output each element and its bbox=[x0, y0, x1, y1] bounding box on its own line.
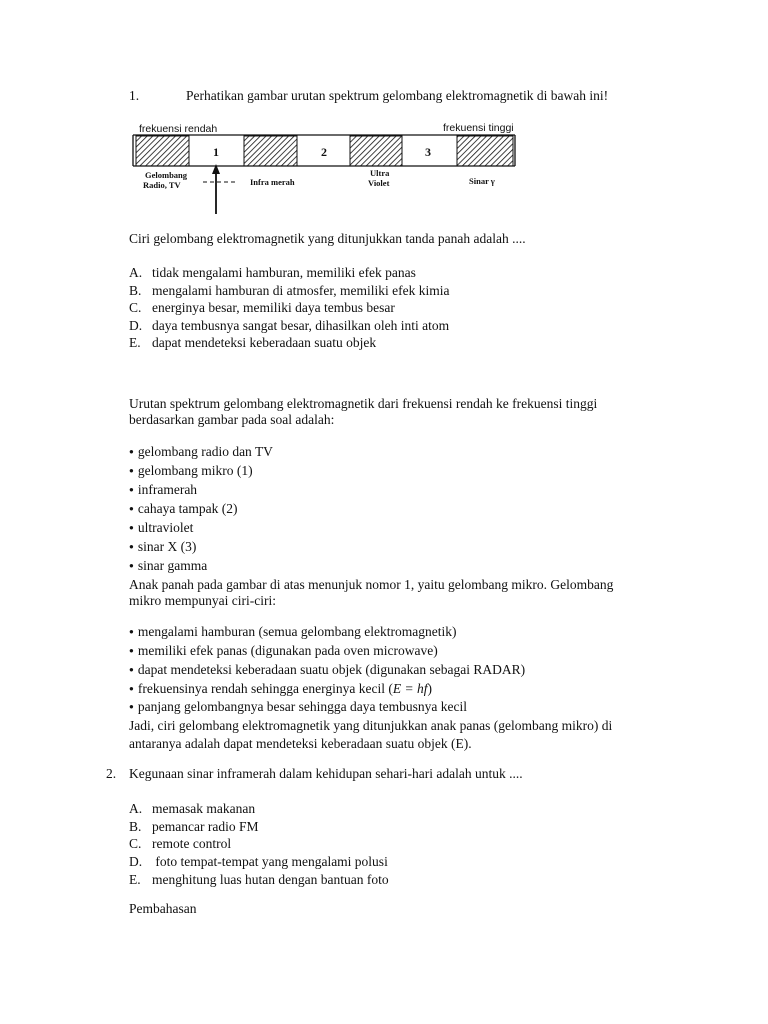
question-prompt: Ciri gelombang elektromagnetik yang ditunjukkan tanda panah adalah .... bbox=[129, 231, 526, 246]
trait-frequency-close: ) bbox=[427, 681, 432, 696]
spectrum-box-ultraviolet bbox=[350, 136, 402, 166]
spectrum-list-item: ● ultraviolet bbox=[129, 520, 193, 536]
trait-list-item: ● mengalami hamburan (semua gelombang elektromagnetik) bbox=[129, 624, 457, 640]
trait-list-item: ● memiliki efek panas (digunakan pada oven microwave) bbox=[129, 643, 438, 659]
label-low-frequency: frekuensi rendah bbox=[139, 123, 218, 135]
question-number: 1. bbox=[129, 88, 140, 103]
q1-option bbox=[129, 300, 395, 316]
q1-option bbox=[129, 335, 376, 351]
spectrum-box-infrared bbox=[244, 136, 297, 166]
conclusion-line1: Jadi, ciri gelombang elektromagnetik yang ditunjukkan anak panas (gelombang mikro) di bbox=[129, 718, 613, 733]
option-letter: C. bbox=[129, 836, 142, 852]
label-gamma: Sinar γ bbox=[469, 176, 495, 186]
label-radio-line2: Radio, TV bbox=[143, 180, 181, 190]
q2-option bbox=[129, 854, 388, 870]
spectrum-box-radio bbox=[136, 136, 189, 166]
option-text: daya tembusnya sangat besar, dihasilkan oleh inti atom bbox=[152, 317, 450, 333]
q1-option bbox=[129, 318, 449, 334]
question2-number: 2. bbox=[106, 766, 117, 781]
option-letter: C. bbox=[129, 300, 142, 316]
option-letter: D. bbox=[129, 854, 143, 870]
arrow-explanation-line1: Anak panah pada gambar di atas menunjuk nomor 1, yaitu gelombang mikro. Gelombang bbox=[129, 577, 614, 592]
arrow-explanation-line2: mikro mempunyai ciri-ciri: bbox=[129, 593, 276, 608]
label-infrared: Infra merah bbox=[250, 177, 295, 187]
trait-wavelength: ● panjang gelombangnya besar sehingga daya tembusnya kecil bbox=[129, 699, 467, 715]
option-text: pemancar radio FM bbox=[152, 818, 259, 834]
q2-option bbox=[129, 872, 389, 888]
box-number-2: 2 bbox=[321, 145, 327, 159]
q2-option bbox=[129, 801, 255, 817]
explanation-intro-line2: berdasarkan gambar pada soal adalah: bbox=[129, 412, 335, 427]
explanation-intro-line1: Urutan spektrum gelombang elektromagnetik dari frekuensi rendah ke frekuensi tinggi bbox=[129, 396, 598, 411]
trait-list-item: ● dapat mendeteksi keberadaan suatu objek (digunakan sebagai RADAR) bbox=[129, 662, 525, 678]
trait-frequency bbox=[129, 681, 432, 697]
option-text: dapat mendeteksi keberadaan suatu objek bbox=[152, 335, 377, 351]
option-letter: B. bbox=[129, 818, 142, 834]
q2-option bbox=[129, 836, 231, 852]
q1-option bbox=[129, 283, 450, 299]
option-letter: A. bbox=[129, 265, 143, 280]
option-letter: D. bbox=[129, 317, 143, 333]
spectrum-list-item: ● gelombang radio dan TV bbox=[129, 444, 273, 460]
spectrum-list-item: ● inframerah bbox=[129, 482, 197, 498]
question-text: Perhatikan gambar urutan spektrum gelombang elektromagnetik di bawah ini! bbox=[186, 88, 609, 103]
label-radio-line1: Gelombang bbox=[145, 170, 188, 180]
question2-text: Kegunaan sinar inframerah dalam kehidupan sehari-hari adalah untuk .... bbox=[129, 766, 523, 781]
option-text: memasak makanan bbox=[152, 801, 256, 816]
label-uv-line2: Violet bbox=[368, 178, 390, 188]
option-letter: E. bbox=[129, 871, 141, 887]
spectrum-list-item: ● cahaya tampak (2) bbox=[129, 501, 238, 517]
spectrum-box-gamma bbox=[457, 136, 513, 166]
spectrum-list-item: ● sinar X (3) bbox=[129, 539, 196, 555]
box-number-1: 1 bbox=[213, 145, 219, 159]
option-letter: E. bbox=[129, 335, 141, 351]
spectrum-list-item: ● sinar gamma bbox=[129, 558, 207, 574]
box-number-3: 3 bbox=[425, 145, 431, 159]
discussion-heading: Pembahasan bbox=[129, 901, 197, 916]
trait-frequency-text: frekuensinya rendah sehingga energinya kecil ( bbox=[137, 681, 393, 696]
q2-option bbox=[129, 819, 258, 835]
em-spectrum-diagram bbox=[125, 118, 525, 218]
option-letter: B. bbox=[129, 282, 142, 298]
option-letter: A. bbox=[129, 801, 143, 816]
option-text: menghitung luas hutan dengan bantuan foto bbox=[152, 871, 389, 887]
option-text: energinya besar, memiliki daya tembus besar bbox=[152, 300, 395, 316]
option-text: tidak mengalami hamburan, memiliki efek panas bbox=[152, 265, 416, 280]
option-text: mengalami hamburan di atmosfer, memiliki efek kimia bbox=[152, 282, 450, 298]
conclusion-line2: antaranya adalah dapat mendeteksi keberadaan suatu objek (E). bbox=[129, 736, 472, 751]
option-text: foto tempat-tempat yang mengalami polusi bbox=[152, 854, 388, 870]
option-text: remote control bbox=[152, 836, 232, 852]
label-uv-line1: Ultra bbox=[370, 168, 390, 178]
label-high-frequency: frekuensi tinggi bbox=[443, 122, 514, 134]
energy-formula: E = hf bbox=[392, 681, 428, 696]
q1-option bbox=[129, 265, 416, 281]
spectrum-list-item: ● gelombang mikro (1) bbox=[129, 463, 253, 479]
